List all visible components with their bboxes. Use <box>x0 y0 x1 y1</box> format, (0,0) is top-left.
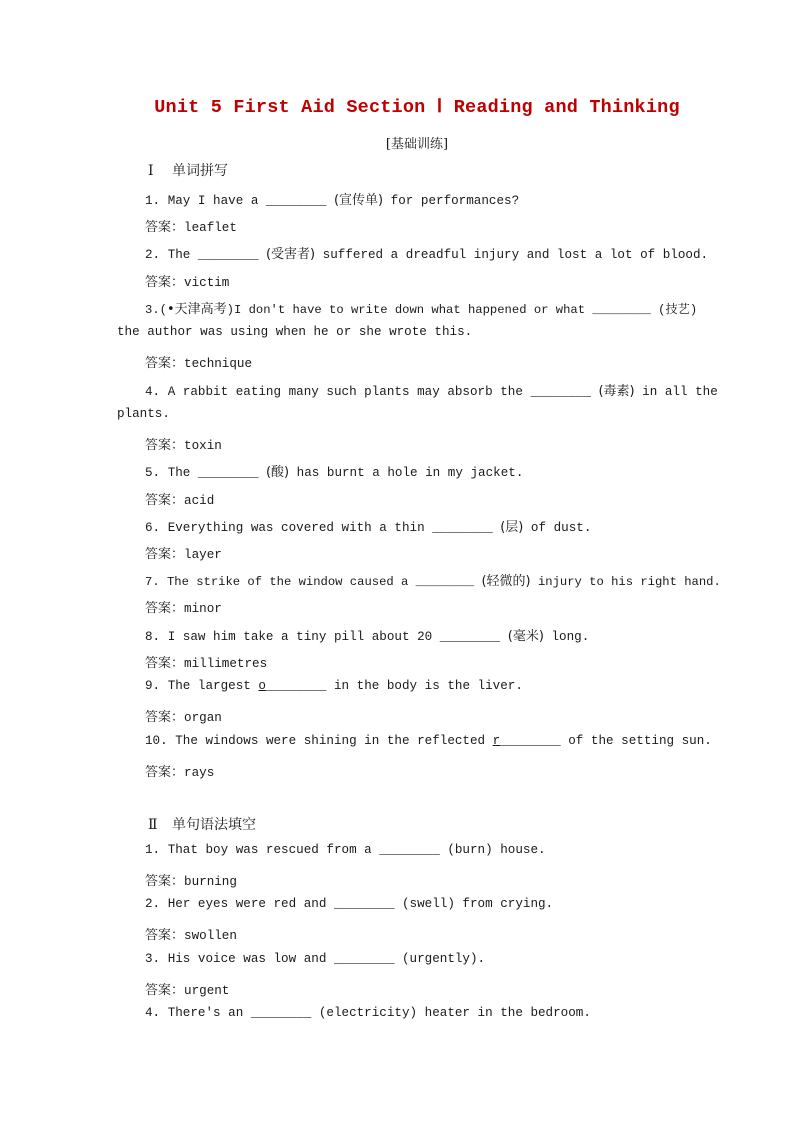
section-2-title: 单句语法填空 <box>172 817 256 833</box>
question-line: 2. Her eyes were red and ________ (swell) from crying. <box>145 897 554 911</box>
answer-line: 答案：millimetres <box>145 656 268 671</box>
answer-line: 答案：urgent <box>145 983 230 998</box>
question-line-continued: plants. <box>117 407 170 421</box>
answer-line: 答案：organ <box>145 710 222 725</box>
question-line: 6. Everything was covered with a thin ________ (层) of dust. <box>145 520 592 535</box>
question-line: 3. His voice was low and ________ (urgently). <box>145 952 486 966</box>
section-1-heading <box>148 160 228 180</box>
section-1-title: 单词拼写 <box>172 163 228 179</box>
answer-line: 答案：leaflet <box>145 220 237 235</box>
answer-line: 答案：rays <box>145 765 215 780</box>
answer-line: 答案：technique <box>145 356 253 371</box>
question-line: 8. I saw him take a tiny pill about 20 ________ (毫米) long. <box>145 629 590 644</box>
question-line-continued: the author was using when he or she wrote this. <box>117 325 473 339</box>
question-line: 7. The strike of the window caused a ________ (轻微的) injury to his right hand. <box>145 574 721 589</box>
question-line: 3.(•天津高考)I don't have to write down what happened or what ________ (技艺) <box>145 302 698 317</box>
answer-line: 答案：acid <box>145 493 215 508</box>
answer-line: 答案：burning <box>145 874 237 889</box>
question-line: 4. There's an ________ (electricity) heater in the bedroom. <box>145 1006 591 1020</box>
section-2-number: Ⅱ <box>148 817 158 833</box>
section-2-heading <box>148 814 256 834</box>
answer-line: 答案：layer <box>145 547 222 562</box>
answer-line: 答案：toxin <box>145 438 222 453</box>
section-1-number: Ⅰ <box>148 163 154 179</box>
answer-line: 答案：minor <box>145 601 222 616</box>
question-line: 9. The largest o________ in the body is the liver. <box>145 679 523 693</box>
question-line: 5. The ________ (酸) has burnt a hole in my jacket. <box>145 465 524 480</box>
page-title: Unit 5 First Aid Section Ⅰ Reading and Thinking <box>154 97 680 118</box>
question-line: 1. That boy was rescued from a ________ (burn) house. <box>145 843 546 857</box>
answer-line: 答案：swollen <box>145 928 237 943</box>
question-line: 10. The windows were shining in the reflected r________ of the setting sun. <box>145 734 712 748</box>
question-line: 1. May I have a ________ (宣传单) for performances? <box>145 193 520 208</box>
question-line: 4. A rabbit eating many such plants may absorb the ________ (毒素) in all the <box>145 384 718 399</box>
page-subtitle: [基础训练] <box>385 137 449 152</box>
answer-line: 答案：victim <box>145 275 230 290</box>
question-line: 2. The ________ (受害者) suffered a dreadful injury and lost a lot of blood. <box>145 247 709 262</box>
